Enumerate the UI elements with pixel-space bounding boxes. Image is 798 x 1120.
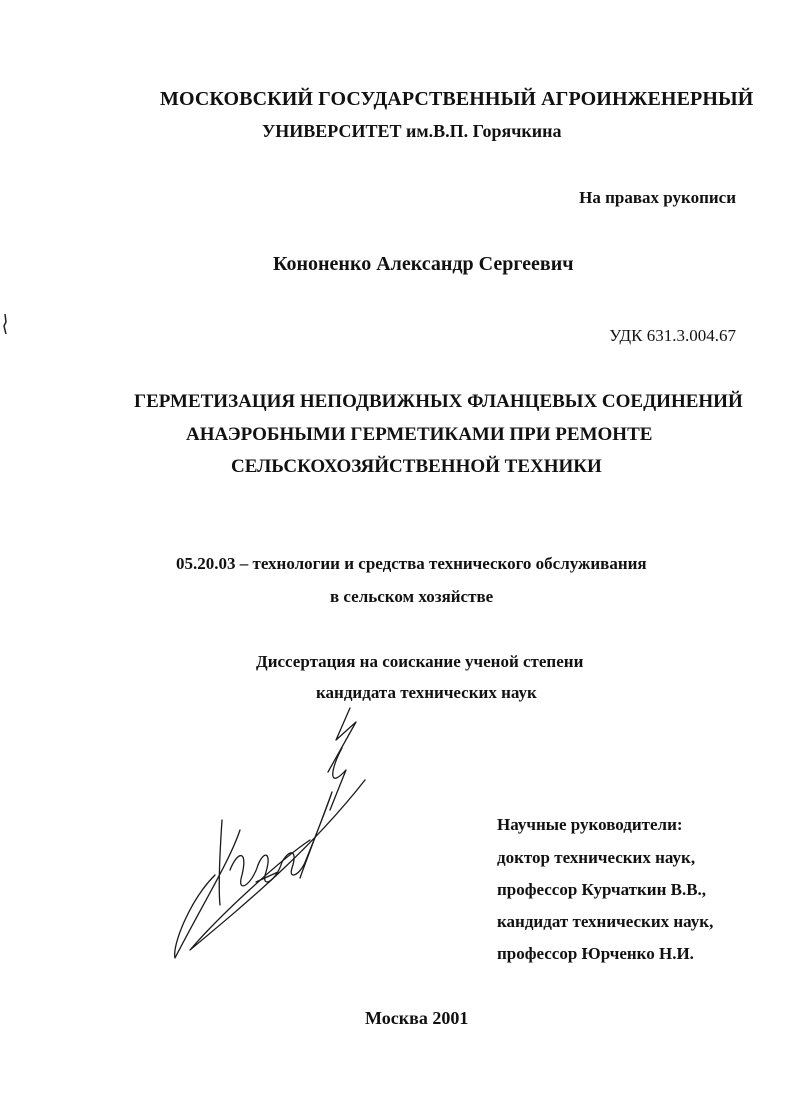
thesis-title-line-1: ГЕРМЕТИЗАЦИЯ НЕПОДВИЖНЫХ ФЛАНЦЕВЫХ СОЕДИНЕНИЙ	[134, 391, 743, 412]
supervisor-line: доктор технических наук,	[497, 848, 696, 867]
udk-code: УДК 631.3.004.67	[609, 326, 736, 345]
author-signature	[160, 700, 380, 970]
supervisor-line: профессор Юрченко Н.И.	[497, 944, 694, 963]
thesis-title-line-3: СЕЛЬСКОХОЗЯЙСТВЕННОЙ ТЕХНИКИ	[231, 456, 602, 477]
specialty-line-2: в сельском хозяйстве	[330, 587, 494, 606]
supervisor-line: кандидат технических наук,	[497, 912, 714, 931]
thesis-title-line-2: АНАЭРОБНЫМИ ГЕРМЕТИКАМИ ПРИ РЕМОНТЕ	[186, 424, 653, 445]
degree-line-1: Диссертация на соискание ученой степени	[256, 652, 584, 671]
degree-line-2: кандидата технических наук	[316, 683, 537, 702]
manuscript-note: На правах рукописи	[579, 188, 736, 207]
author-name: Кононенко Александр Сергеевич	[273, 253, 574, 275]
supervisor-line: профессор Курчаткин В.В.,	[497, 880, 707, 899]
supervisors-heading: Научные руководители:	[497, 815, 683, 834]
scan-margin-mark	[2, 314, 8, 334]
city-year: Москва 2001	[365, 1008, 469, 1028]
university-name-line-1: МОСКОВСКИЙ ГОСУДАРСТВЕННЫЙ АГРОИНЖЕНЕРНЫЙ	[160, 88, 754, 110]
university-name-line-2: УНИВЕРСИТЕТ им.В.П. Горячкина	[262, 121, 562, 141]
specialty-line-1: 05.20.03 – технологии и средства технического обслуживания	[176, 554, 647, 573]
